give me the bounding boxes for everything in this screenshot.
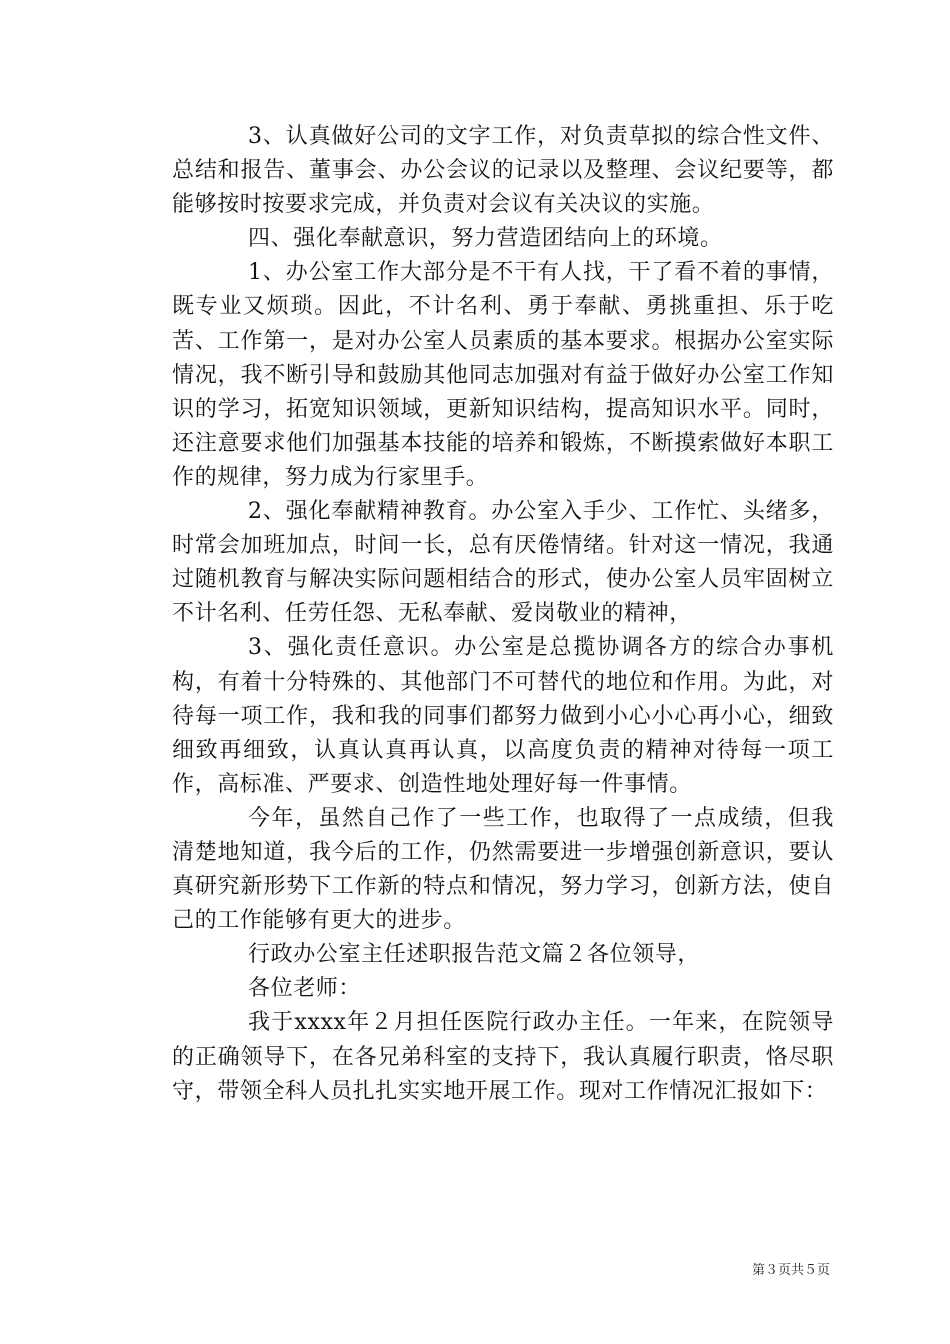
paragraph-7: 行政办公室主任述职报告范文篇２各位领导，: [248, 942, 701, 968]
paragraph-5: 3、强化责任意识。办公室是总揽协调各方的综合办事机构，有着十分特殊的、其他部门不可替代的地位和作用。为此，对待每一项工作，我和我的同事们都努力做到小心小心再小心，细致细致再细致，认真认真再认真，以高度负责的精神对待每一项工作，高标准、严要求、创造性地处理好每一件事情。: [172, 635, 834, 797]
paragraph-8: 各位老师：: [248, 976, 362, 1002]
paragraph-9: 我于xxxx年２月担任医院行政办主任。一年来，在院领导的正确领导下，在各兄弟科室的支持下，我认真履行职责，恪尽职守，带领全科人员扎扎实实地开展工作。现对工作情况汇报如下：: [172, 1010, 834, 1104]
paragraph-4: 2、强化奉献精神教育。办公室入手少、工作忙、头绪多，时常会加班加点，时间一长，总有厌倦情绪。针对这一情况，我通过随机教育与解决实际问题相结合的形式，使办公室人员牢固树立不计名利、任劳任怨、无私奉献、爱岗敬业的精神，: [172, 499, 834, 627]
paragraph-3: 1、办公室工作大部分是不干有人找，干了看不着的事情，既专业又烦琐。因此，不计名利、勇于奉献、勇挑重担、乐于吃苦、工作第一，是对办公室人员素质的基本要求。根据办公室实际情况，我不断引导和鼓励其他同志加强对有益于做好办公室工作知识的学习，拓宽知识领域，更新知识结构，提高知识水平。同时，还注意要求他们加强基本技能的培养和锻炼，不断摸索做好本职工作的规律，努力成为行家里手。: [172, 260, 834, 490]
document-body: [172, 120, 834, 1109]
paragraph-1: 3、认真做好公司的文字工作，对负责草拟的综合性文件、总结和报告、董事会、办公会议的记录以及整理、会议纪要等，都能够按时按要求完成，并负责对会议有关决议的实施。: [172, 124, 834, 218]
paragraph-2: 四、强化奉献意识，努力营造团结向上的环境。: [248, 226, 723, 252]
page-number: 第３页共５页: [751, 1263, 830, 1278]
paragraph-6: 今年，虽然自己作了一些工作，也取得了一点成绩，但我清楚地知道，我今后的工作，仍然需要进一步增强创新意识，要认真研究新形势下工作新的特点和情况，努力学习，创新方法，使自己的工作能够有更大的进步。: [172, 805, 834, 934]
